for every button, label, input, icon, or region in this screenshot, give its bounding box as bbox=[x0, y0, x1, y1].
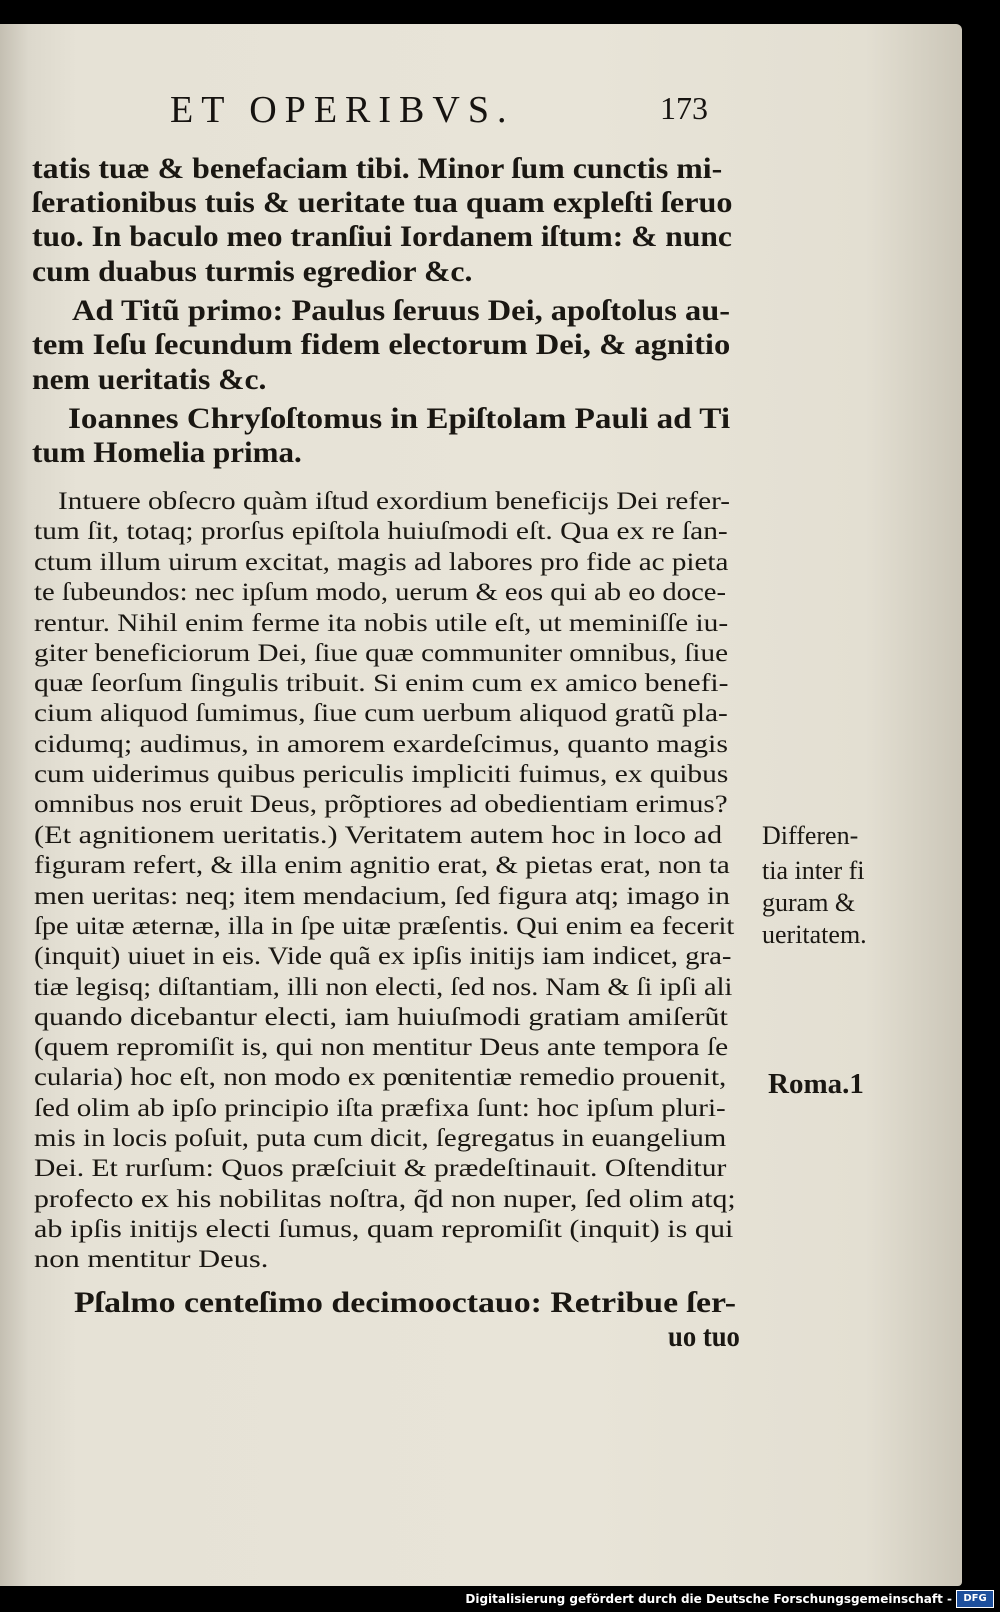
text-line: Pſalmo centeſimo decimooctauo: Retribue ſer- bbox=[74, 1286, 737, 1319]
text-line: ab ipſis initijs electi ſumus, quam repromiſit (inquit) is qui bbox=[34, 1216, 734, 1243]
margin-note-line: ueritatem. bbox=[762, 920, 867, 949]
text-line: figuram refert, & illa enim agnitio erat, & pietas erat, non ta bbox=[34, 852, 730, 879]
text-line: Intuere obſecro quàm iſtud exordium beneficijs Dei refer- bbox=[58, 488, 730, 515]
margin-note-line: Differen- bbox=[762, 821, 859, 850]
text-line: profecto ex his nobilitas noſtra, q̃d non nuper, ſed olim atq; bbox=[34, 1186, 736, 1213]
digitization-credit: Digitalisierung gefördert durch die Deutsche Forschungsgemeinschaft - bbox=[465, 1592, 952, 1606]
text-line: (quem repromiſit is, qui non mentitur Deus ante tempora ſe bbox=[34, 1034, 729, 1061]
text-line: ſpe uitæ æternæ, illa in ſpe uitæ præſentis. Qui enim ea fecerit bbox=[34, 913, 735, 940]
text-line: tum Homelia prima. bbox=[32, 436, 302, 469]
footer-bar bbox=[0, 1586, 1000, 1612]
page-number: 173 bbox=[660, 90, 708, 126]
text-line: tum ſit, totaq; prorſus epiſtola huiuſmodi eſt. Qua ex re ſan- bbox=[34, 518, 728, 545]
text-line: cidumq; audimus, in amorem exardeſcimus, quanto magis bbox=[34, 731, 729, 758]
text-line: men ueritas: neq; item mendacium, ſed figura atq; imago in bbox=[34, 883, 730, 910]
text-line: omnibus nos eruit Deus, prõptiores ad obedientiam erimus? bbox=[34, 791, 728, 818]
text-line: non mentitur Deus. bbox=[34, 1246, 269, 1273]
text-line: (inquit) uiuet in eis. Vide quã ex ipſis initijs iam indicet, gra- bbox=[34, 943, 732, 970]
text-line: quando dicebantur electi, iam huiuſmodi gratiam amiſerũt bbox=[34, 1004, 728, 1031]
text-line: nem ueritatis &c. bbox=[32, 363, 267, 396]
text-line: cum duabus turmis egredior &c. bbox=[32, 255, 473, 288]
text-line: cum uiderimus quibus periculis impliciti fuimus, ex quibus bbox=[34, 761, 729, 788]
text-line: ctum illum uirum excitat, magis ad labores pro fide ac pieta bbox=[34, 549, 729, 576]
text-line: rentur. Nihil enim ferme ita nobis utile eſt, ut meminiſſe iu- bbox=[34, 610, 729, 637]
text-line: Ioannes Chryſoſtomus in Epiſtolam Pauli ad Ti bbox=[68, 402, 731, 435]
text-line: giter beneficiorum Dei, ſiue quæ communiter omnibus, ſiue bbox=[34, 640, 729, 667]
running-title: ET OPERIBVS. bbox=[170, 89, 515, 131]
text-line: uo tuo bbox=[668, 1320, 740, 1353]
dfg-logo: DFG bbox=[956, 1590, 994, 1608]
margin-note-reference: Roma.1 bbox=[768, 1068, 864, 1100]
book-page bbox=[0, 24, 962, 1586]
text-line: ſed olim ab ipſo principio iſta præfixa ſunt: hoc ipſum pluri- bbox=[34, 1095, 726, 1122]
text-line: cularia) hoc eſt, non modo ex pœnitentiæ remedio prouenit, bbox=[34, 1064, 727, 1091]
text-line: tatis tuæ & benefaciam tibi. Minor ſum cunctis mi- bbox=[32, 152, 723, 185]
margin-note-line: tia inter fi bbox=[762, 856, 865, 885]
text-line: tem Ieſu ſecundum fidem electorum Dei, & agnitio bbox=[32, 328, 731, 361]
text-line: te ſubeundos: nec ipſum modo, uerum & eos qui ab eo doce- bbox=[34, 579, 727, 606]
text-line: ſerationibus tuis & ueritate tua quam expleſti ſeruo bbox=[32, 186, 733, 219]
text-line: Ad Titũ primo: Paulus ſeruus Dei, apoſtolus au- bbox=[72, 294, 731, 327]
text-line: tuo. In baculo meo tranſiui Iordanem iſtum: & nunc bbox=[32, 220, 732, 253]
margin-note-line: guram & bbox=[762, 888, 856, 917]
text-line: tiæ legisq; diſtantiam, illi non electi, ſed nos. Nam & ſi ipſi ali bbox=[34, 974, 733, 1001]
text-line: (Et agnitionem ueritatis.) Veritatem autem hoc in loco ad bbox=[34, 822, 723, 849]
text-line: cium aliquod ſumimus, ſiue cum uerbum aliquod gratũ pla- bbox=[34, 700, 728, 727]
text-line: quæ ſeorſum ſingulis tribuit. Si enim cum ex amico benefi- bbox=[34, 670, 729, 697]
text-line: Dei. Et rurſum: Quos præſciuit & prædeſtinauit. Oſtenditur bbox=[34, 1155, 727, 1182]
text-line: mis in locis poſuit, puta cum dicit, ſegregatus in euangelium bbox=[34, 1125, 727, 1152]
